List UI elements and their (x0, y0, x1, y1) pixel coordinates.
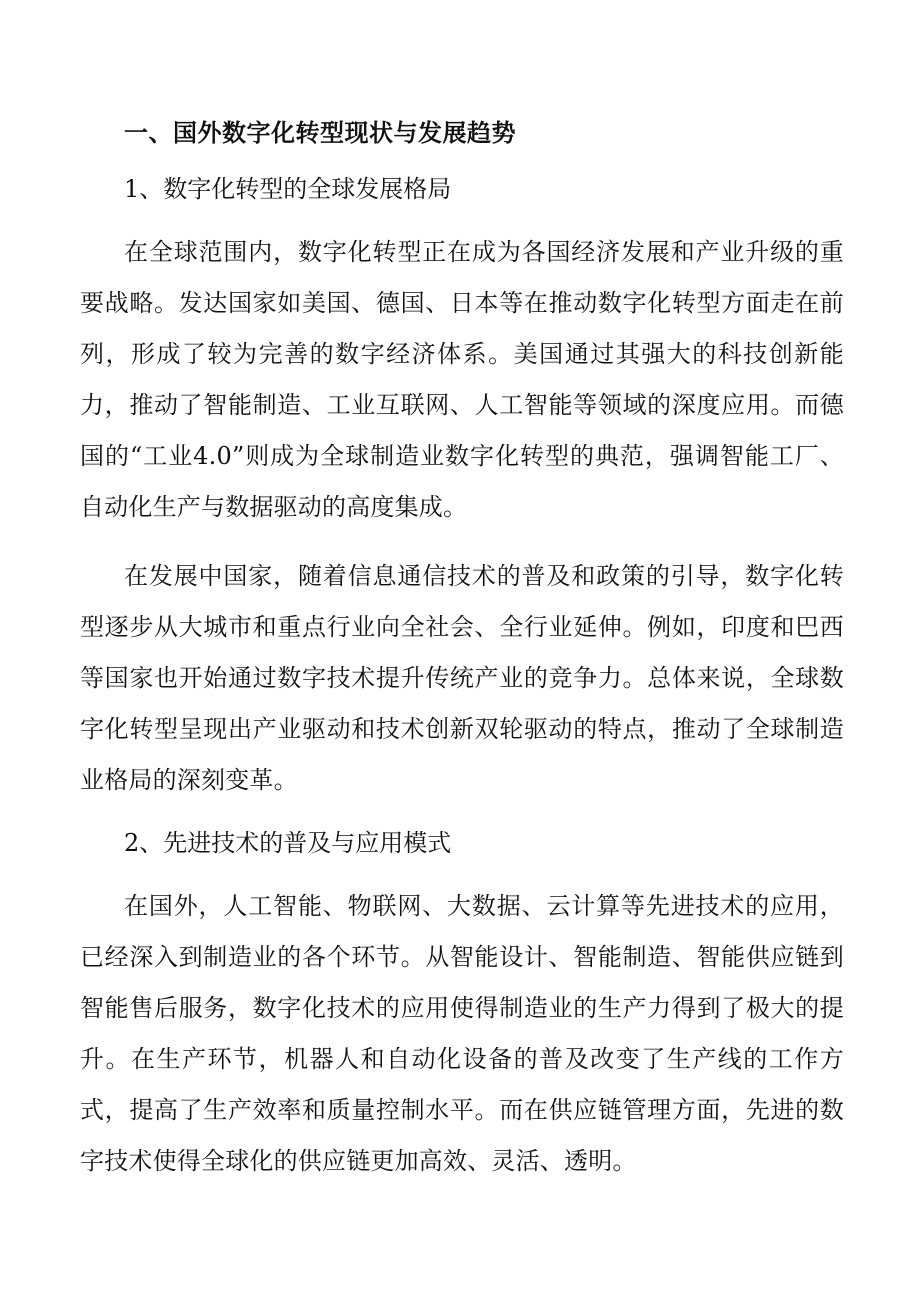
section-1-paragraph-2: 在发展中国家，随着信息通信技术的普及和政策的引导，数字化转型逐步从大城市和重点行业向全社会、全行业延伸。例如，印度和巴西等国家也开始通过数字技术提升传统产业的竞争力。总体来说，全球数字化转型呈现出产业驱动和技术创新双轮驱动的特点，推动了全球制造业格局的深刻变革。 (80, 562, 844, 794)
main-heading: 一、国外数字化转型现状与发展趋势 (124, 118, 516, 147)
section-heading-1: 1、数字化转型的全球发展格局 (124, 175, 452, 203)
section-heading-2: 2、先进技术的普及与应用模式 (124, 829, 452, 857)
section-1-paragraph-1: 在全球范围内，数字化转型正在成为各国经济发展和产业升级的重要战略。发达国家如美国、德国、日本等在推动数字化转型方面走在前列，形成了较为完善的数字经济体系。美国通过其强大的科技创新能力，推动了智能制造、工业互联网、人工智能等领域的深度应用。而德国的“工业4.0”则成为全球制造业数字化转型的典范，强调智能工厂、自动化生产与数据驱动的高度集成。 (80, 238, 844, 521)
document-body (80, 113, 844, 1205)
section-2-paragraph-1: 在国外，人工智能、物联网、大数据、云计算等先进技术的应用，已经深入到制造业的各个环节。从智能设计、智能制造、智能供应链到智能售后服务，数字化技术的应用使得制造业的生产力得到了极大的提升。在生产环节，机器人和自动化设备的普及改变了生产线的工作方式，提高了生产效率和质量控制水平。而在供应链管理方面，先进的数字技术使得全球化的供应链更加高效、灵活、透明。 (80, 892, 844, 1175)
